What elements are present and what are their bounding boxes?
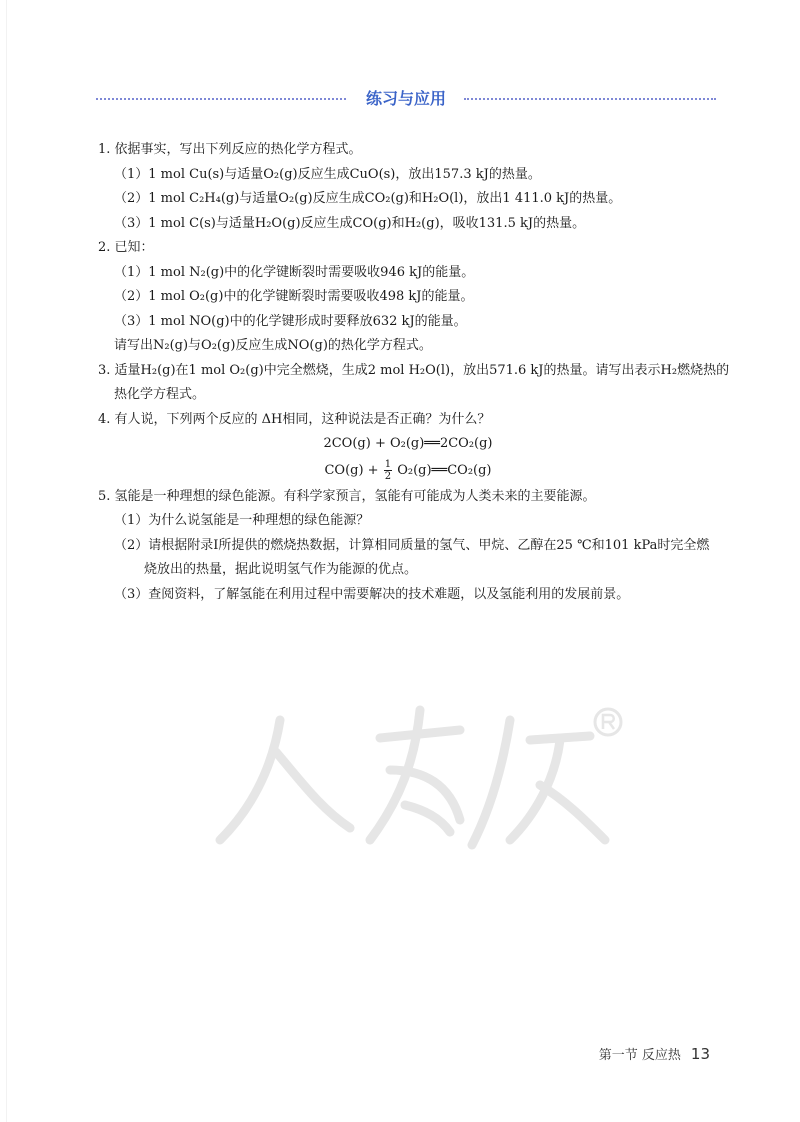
question-1: 1. 依据事实，写出下列反应的热化学方程式。 xyxy=(98,142,362,157)
question-1-item-2: （2）1 mol C₂H₄(g)与适量O₂(g)反应生成CO₂(g)和H₂O(l)，放出1 411.0 kJ的热量。 xyxy=(114,191,622,206)
equation-2-left: CO(g) + xyxy=(324,462,383,478)
question-5: 5. 氢能是一种理想的绿色能源。有科学家预言，氢能有可能成为人类未来的主要能源。 xyxy=(98,488,596,504)
section-title: 练习与应用 xyxy=(365,89,446,108)
fraction-numerator: 1 xyxy=(384,458,392,470)
question-5-item-3: （3）查阅资料，了解氢能在利用过程中需要解决的技术难题，以及氢能利用的发展前景。 xyxy=(114,586,630,602)
question-5-item-2-line-1: （2）请根据附录Ⅰ所提供的燃烧热数据，计算相同质量的氢气、甲烷、乙醇在25 ℃和101 kPa时完全燃 xyxy=(114,537,710,553)
exercise-content xyxy=(98,138,730,607)
equation-2-right: O₂(g)══CO₂(g) xyxy=(393,462,492,478)
question-3-line-2: 热化学方程式。 xyxy=(114,387,206,402)
question-2-item-2: （2）1 mol O₂(g)中的化学键断裂时需要吸收498 kJ的能量。 xyxy=(114,289,474,304)
question-2-item-1: （1）1 mol N₂(g)中的化学键断裂时需要吸收946 kJ的能量。 xyxy=(114,264,475,280)
fraction-denominator: 2 xyxy=(384,470,392,482)
dotted-rule-left xyxy=(96,98,346,100)
page-number: 13 xyxy=(690,1045,710,1063)
question-4: 4. 有人说，下列两个反应的 ΔH相同，这种说法是否正确？为什么？ xyxy=(98,411,491,427)
question-2: 2. 已知： xyxy=(98,240,154,255)
page-edge-line xyxy=(6,0,7,1122)
question-5-item-2-line-2: 烧放出的热量，据此说明氢气作为能源的优点。 xyxy=(144,562,418,577)
question-2-ask: 请写出N₂(g)与O₂(g)反应生成NO(g)的热化学方程式。 xyxy=(114,338,432,353)
publisher-watermark-icon xyxy=(210,700,630,860)
equation-1: 2CO(g) + O₂(g)══2CO₂(g) xyxy=(323,436,493,451)
fraction-one-half xyxy=(384,459,392,482)
equation-2 xyxy=(98,457,718,485)
page-footer xyxy=(599,1044,710,1063)
question-2-item-3: （3）1 mol NO(g)中的化学键形成时要释放632 kJ的能量。 xyxy=(114,313,467,329)
question-5-item-1: （1）为什么说氢能是一种理想的绿色能源？ xyxy=(114,513,370,528)
dotted-rule-right xyxy=(464,98,716,100)
footer-section-title: 第一节 反应热 xyxy=(598,1048,681,1063)
question-1-item-3: （3）1 mol C(s)与适量H₂O(g)反应生成CO(g)和H₂(g)，吸收131.5 kJ的热量。 xyxy=(114,215,586,231)
section-header xyxy=(96,86,716,112)
question-3-line-1: 3. 适量H₂(g)在1 mol O₂(g)中完全燃烧，生成2 mol H₂O(l)，放出571.6 kJ的热量。请写出表示H₂燃烧热的 xyxy=(98,362,730,378)
question-1-item-1: （1）1 mol Cu(s)与适量O₂(g)反应生成CuO(s)，放出157.3 kJ的热量。 xyxy=(114,166,541,182)
